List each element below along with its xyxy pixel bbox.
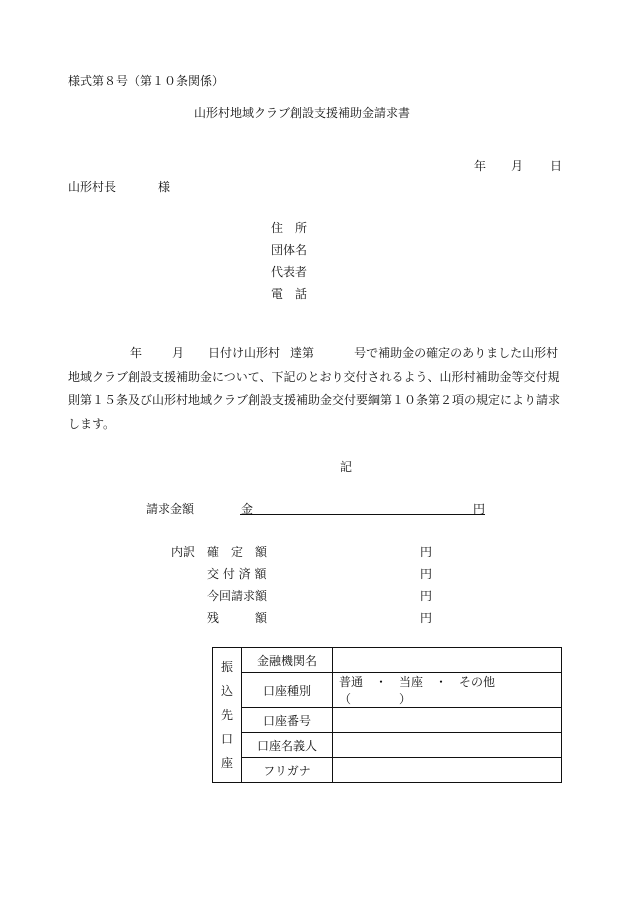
breakdown-row-unit: 円: [420, 611, 433, 625]
body-dated: 日付け山形村: [208, 346, 281, 360]
request-body: [68, 342, 562, 436]
claim-amount-line: [240, 513, 485, 515]
furigana-field[interactable]: [333, 758, 562, 783]
bank-row-label: 口座種別: [242, 673, 333, 708]
bank-header-char: 振: [220, 660, 233, 674]
breakdown-row-label: 確 定 額: [207, 545, 268, 559]
claim-yen: 円: [473, 502, 486, 516]
breakdown-row-label: 今回請求額: [207, 589, 268, 603]
body-notice: 達第: [290, 346, 315, 360]
bank-row-label: 口座名義人: [242, 733, 333, 758]
date-year: 年: [474, 159, 487, 173]
applicant-address-label: 住 所: [271, 221, 308, 235]
bank-header-char: 口: [220, 732, 233, 746]
applicant-phone-label: 電 話: [271, 287, 308, 301]
body-month: 月: [172, 346, 185, 360]
bank-account-table: [212, 647, 562, 783]
account-type-field[interactable]: 普通 ・ 当座 ・ その他（ ）: [333, 673, 562, 708]
breakdown-row-label: 残 額: [207, 611, 268, 625]
body-year: 年: [130, 346, 143, 360]
date-month: 月: [511, 159, 524, 173]
account-number-field[interactable]: [333, 708, 562, 733]
bank-header-char: 先: [220, 708, 233, 722]
body-text: 号で補助金の確定のありました山形村地域クラブ創設支援補助金について、下記のとおり交付されるよう、山形村補助金等交付規則第１５条及び山形村地域クラブ創設支援補助金交付要綱第１０条第２項の規定により請求します。: [68, 346, 561, 431]
bank-header-char: 座: [220, 756, 233, 770]
account-holder-field[interactable]: [333, 733, 562, 758]
bank-row-label: 金融機関名: [242, 648, 333, 673]
claim-kin: 金: [241, 502, 254, 516]
breakdown-row-label: 交 付 済 額: [207, 567, 267, 581]
breakdown-row-unit: 円: [420, 567, 433, 581]
bank-header-vertical: [213, 648, 242, 783]
bank-row-label: 口座番号: [242, 708, 333, 733]
applicant-representative-label: 代表者: [271, 265, 308, 279]
date-day: 日: [550, 159, 563, 173]
page-title: 山形村地域クラブ創設支援補助金請求書: [194, 106, 411, 120]
bank-name-field[interactable]: [333, 648, 562, 673]
form-number: 様式第８号（第１０条関係）: [68, 74, 225, 88]
applicant-group-label: 団体名: [271, 243, 308, 257]
breakdown-prefix: 内訳: [171, 545, 196, 559]
addressee-name: 山形村長: [68, 180, 117, 194]
ki-heading: 記: [340, 460, 353, 474]
breakdown-row-unit: 円: [420, 589, 433, 603]
claim-label: 請求金額: [146, 502, 195, 516]
bank-header-char: 込: [220, 684, 233, 698]
bank-row-label: フリガナ: [242, 758, 333, 783]
breakdown-row-unit: 円: [420, 545, 433, 559]
addressee-honorific: 様: [158, 180, 171, 194]
